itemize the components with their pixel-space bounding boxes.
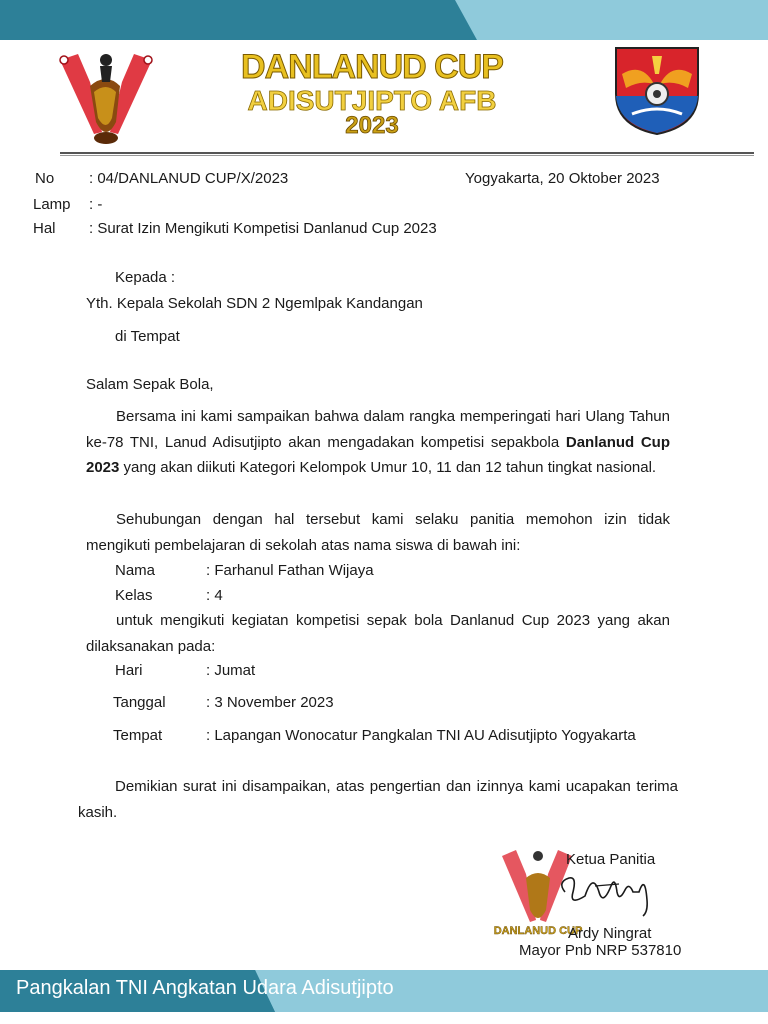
no-label: No [35,170,55,187]
trophy-logo-icon [50,42,162,152]
lamp-label: Lamp [33,196,71,213]
header-divider [60,152,754,154]
nama-value: : Farhanul Fathan Wijaya [206,562,374,579]
event-year: 2023 [345,112,399,139]
header-band-accent [455,0,768,40]
stamp-text: DANLANUD CUP [494,925,583,937]
signer-name: Ardy Ningrat [568,925,652,942]
signer-rank: Mayor Pnb NRP 537810 [519,942,682,959]
event-name-bold: Danlanud Cup 2023 [86,433,670,476]
hal-value: : Surat Izin Mengikuti Kompetisi Danlanud Cup 2023 [89,220,437,237]
lamp-value: : - [89,196,103,213]
place-date: Yogyakarta, 20 Oktober 2023 [465,170,660,187]
header-divider-thin [60,155,754,156]
paragraph-intro-b: yang akan diikuti Kategori Kelompok Umur 10, 11 dan 12 tahun tingkat nasional. [119,459,657,476]
tempat-label: Tempat [113,727,163,744]
hal-label: Hal [33,220,56,237]
kelas-value: : 4 [206,587,223,604]
tanggal-label: Tanggal [113,694,166,711]
event-subtitle: ADISUTJIPTO AFB [247,85,497,116]
paragraph-intro-a: Bersama ini kami sampaikan bahwa dalam rangka memperingati hari Ulang Tahun ke-78 TNI, Lanud Adisutjipto akan mengadakan kompetisi sepakbola [86,408,670,451]
air-force-emblem-icon [612,44,702,136]
paragraph-request: Sehubungan dengan hal tersebut kami selaku panitia memohon izin tidak mengikuti pembelajaran di sekolah atas nama siswa di bawah ini: [86,511,670,554]
hari-label: Hari [115,662,143,679]
tanggal-value: : 3 November 2023 [206,694,334,711]
tempat-value: : Lapangan Wonocatur Pangkalan TNI AU Adisutjipto Yogyakarta [206,727,636,744]
recipient-name: Yth. Kepala Sekolah SDN 2 Ngemlpak Kandangan [86,295,423,312]
greeting: Salam Sepak Bola, [86,376,214,393]
kepada-label: Kepada : [115,269,176,286]
paragraph-schedule: untuk mengikuti kegiatan kompetisi sepak bola Danlanud Cup 2023 yang akan dilaksanakan pada: [86,612,670,655]
paragraph-intro [86,404,670,481]
closing-paragraph: Demikian surat ini disampaikan, atas pengertian dan izinnya kami ucapakan terima kasih. [78,778,678,821]
recipient-location: di Tempat [115,328,180,345]
signer-role: Ketua Panitia [566,851,656,868]
no-value: : 04/DANLANUD CUP/X/2023 [89,170,289,187]
event-title: DANLANUD CUP [241,48,503,86]
hari-value: : Jumat [206,662,256,679]
footer-text: Pangkalan TNI Angkatan Udara Adisutjipto [16,977,394,999]
kelas-label: Kelas [115,587,153,604]
nama-label: Nama [115,562,156,579]
